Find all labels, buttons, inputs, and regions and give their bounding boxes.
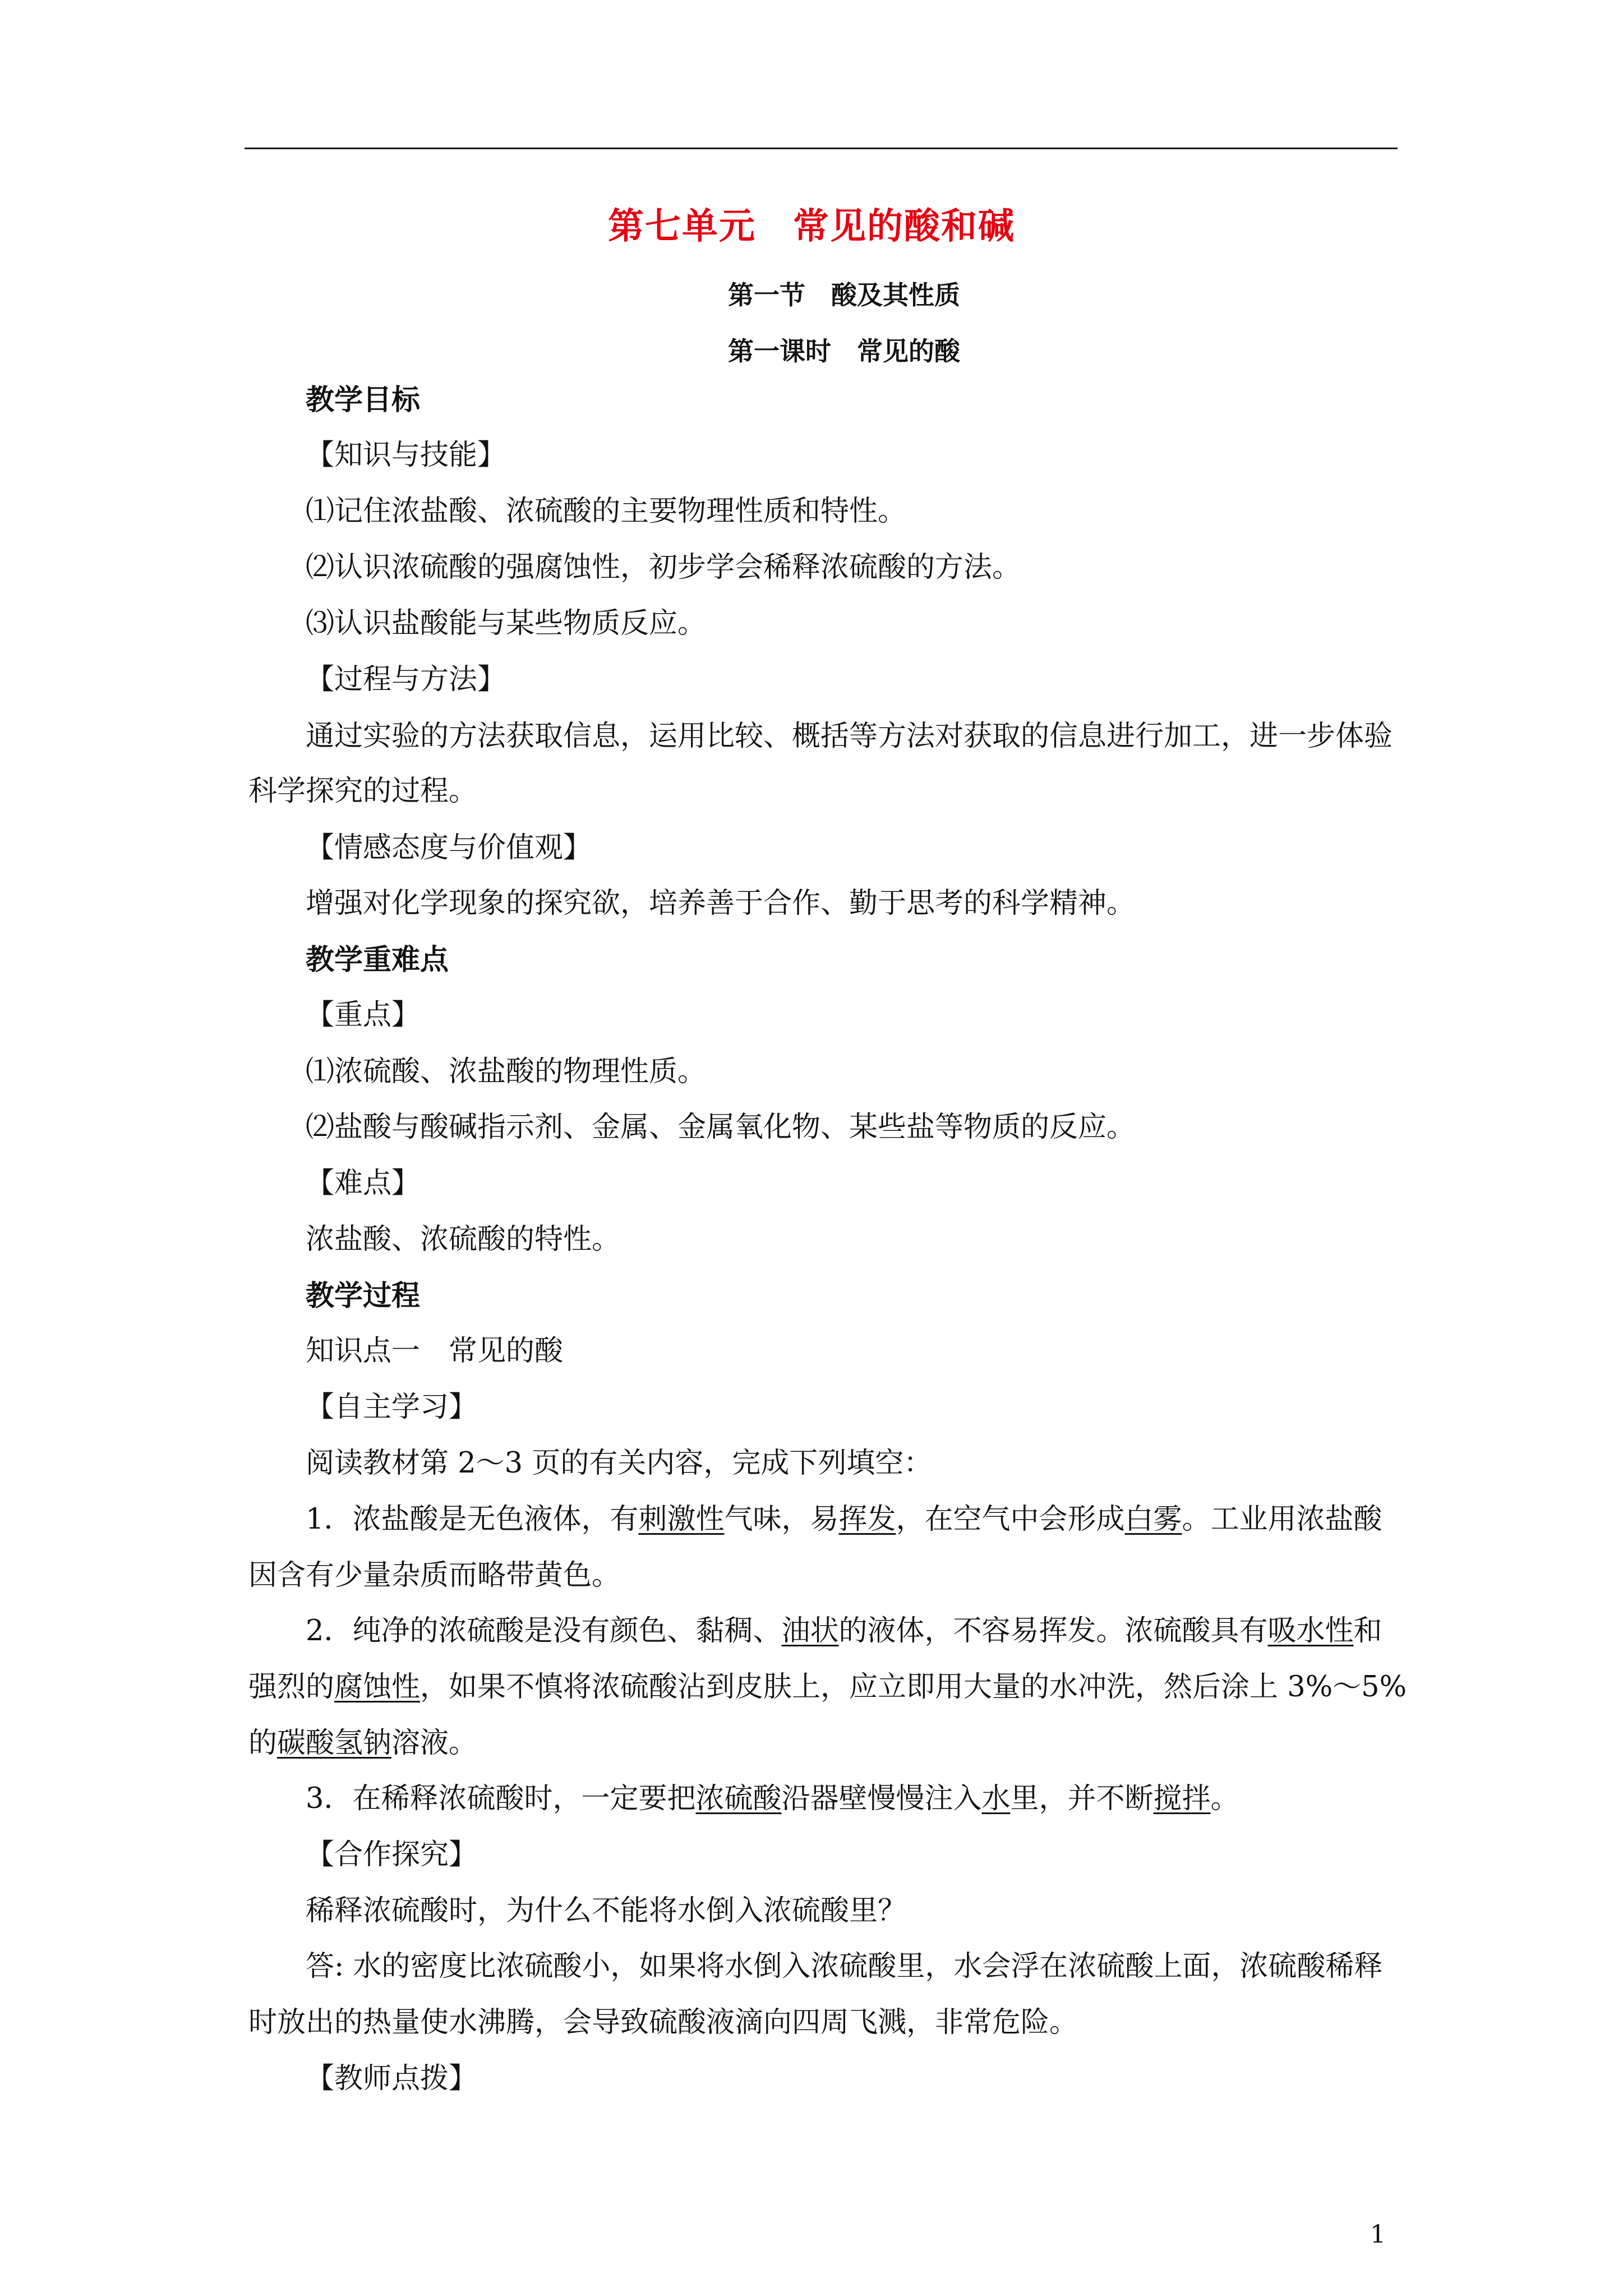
process-method-text-2: 科学探究的过程。 (248, 775, 478, 808)
unit-title: 第七单元 常见的酸和碱 (608, 205, 1015, 247)
difficulties-heading: 教学重难点 (306, 943, 449, 977)
key-point-1: ⑴浓硫酸、浓盐酸的物理性质。 (306, 1055, 707, 1088)
cooperation-question: 稀释浓硫酸时，为什么不能将水倒入浓硫酸里？ (306, 1894, 907, 1927)
cooperation-answer-2: 时放出的热量使水沸腾，会导致硫酸液滴向四周飞溅，非常危险。 (248, 2006, 1078, 2039)
knowledge-label: 【知识与技能】 (306, 439, 506, 472)
question-1-line-2: 因含有少量杂质而略带黄色。 (248, 1559, 621, 1592)
key-point-2: ⑵盐酸与酸碱指示剂、金属、金属氧化物、某些盐等物质的反应。 (306, 1111, 1136, 1144)
question-1-line-1: 1．浓盐酸是无色液体，有刺激性气味，易挥发，在空气中会形成白雾。工业用浓盐酸 (306, 1503, 1382, 1536)
answer-blank: 碳酸氢钠 (277, 1727, 392, 1760)
question-2-line-3: 的碳酸氢钠溶液。 (248, 1727, 478, 1760)
answer-blank: 腐蚀性 (334, 1671, 421, 1704)
answer-blank: 挥发 (838, 1503, 896, 1536)
process-method-text-1: 通过实验的方法获取信息，运用比较、概括等方法对获取的信息进行加工，进一步体验 (306, 720, 1393, 753)
cooperation-answer-1: 答: 水的密度比浓硫酸小，如果将水倒入浓硫酸里，水会浮在浓硫酸上面，浓硫酸稀释 (306, 1950, 1383, 1983)
knowledge-item-2: ⑵认识浓硫酸的强腐蚀性，初步学会稀释浓硫酸的方法。 (306, 551, 1021, 584)
answer-blank: 水 (981, 1782, 1011, 1815)
answer-blank: 刺激性 (638, 1503, 725, 1536)
knowledge-item-1: ⑴记住浓盐酸、浓硫酸的主要物理性质和特性。 (306, 495, 907, 528)
objectives-heading: 教学目标 (306, 383, 421, 417)
hard-point-label: 【难点】 (306, 1167, 421, 1200)
emotion-text: 增强对化学现象的探究欲，培养善于合作、勤于思考的科学精神。 (306, 887, 1136, 920)
self-study-label: 【自主学习】 (306, 1391, 478, 1424)
cooperation-label: 【合作探究】 (306, 1838, 478, 1871)
emotion-label: 【情感态度与价值观】 (306, 831, 592, 864)
hard-point-text: 浓盐酸、浓硫酸的特性。 (306, 1223, 621, 1256)
answer-blank: 吸水性 (1267, 1614, 1354, 1648)
process-heading: 教学过程 (306, 1279, 421, 1313)
question-3: 3．在稀释浓硫酸时，一定要把浓硫酸沿器壁慢慢注入水里，并不断搅拌。 (306, 1782, 1239, 1815)
question-2-line-1: 2．纯净的浓硫酸是没有颜色、黏稠、油状的液体，不容易挥发。浓硫酸具有吸水性和 (306, 1614, 1382, 1648)
page-number: 1 (1370, 2220, 1386, 2249)
header-rule (245, 148, 1398, 149)
key-point-label: 【重点】 (306, 999, 421, 1032)
answer-blank: 搅拌 (1153, 1782, 1211, 1815)
answer-blank: 油状 (781, 1614, 839, 1648)
process-method-label: 【过程与方法】 (306, 663, 506, 696)
knowledge-point-title: 知识点一 常见的酸 (306, 1335, 564, 1368)
section-title: 第一节 酸及其性质 (728, 280, 960, 310)
lesson-title: 第一课时 常见的酸 (728, 336, 960, 366)
self-study-intro: 阅读教材第 2～3 页的有关内容，完成下列填空： (306, 1447, 933, 1480)
answer-blank: 白雾 (1124, 1503, 1182, 1536)
answer-blank: 浓硫酸 (695, 1782, 782, 1815)
knowledge-item-3: ⑶认识盐酸能与某些物质反应。 (306, 607, 707, 640)
teacher-tips-label: 【教师点拨】 (306, 2062, 478, 2095)
question-2-line-2: 强烈的腐蚀性，如果不慎将浓硫酸沾到皮肤上，应立即用大量的水冲洗，然后涂上 3%～5% (248, 1671, 1407, 1704)
